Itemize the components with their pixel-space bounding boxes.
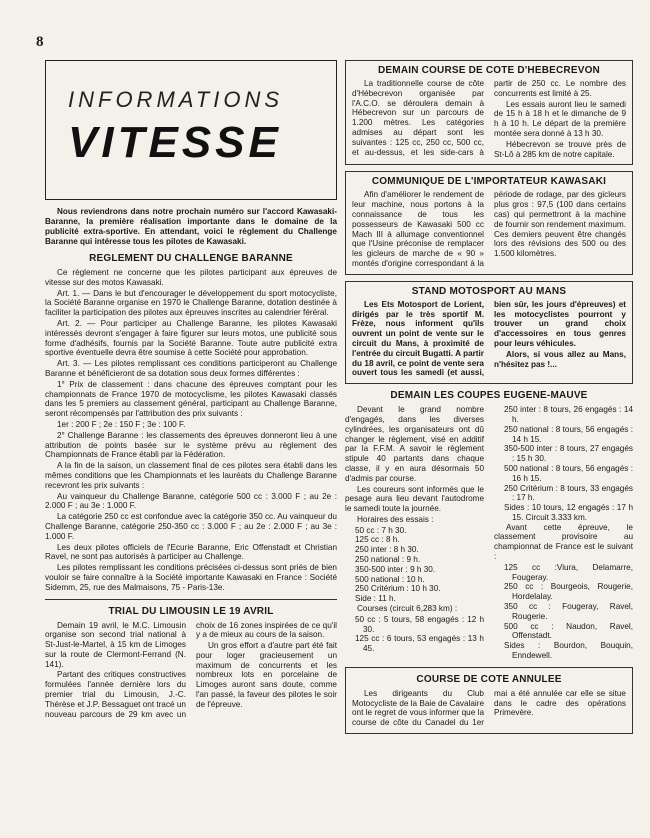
list-item: 250 Critérium : 8 tours, 33 engagés : 17 h. (504, 483, 633, 503)
list-item: 500 national : 10 h. (355, 574, 425, 584)
paragraph: Partant des critiques constructives formulées l'année dernière lors du premier trial du Limousin, J.-C. Thérèse et J.P. Bessaguet ont tracé un nouveau parcours de 29 km avec un choix de 16 zones inspirées de ce qu'il y a de mieux au cours de la saison. (45, 620, 337, 719)
eugene-title: DEMAIN LES COUPES EUGENE-MAUVE (390, 390, 588, 402)
list-item: 350 cc : Fougeray, Ravel, Rougerie. (504, 602, 633, 621)
list-item: 50 cc : 5 tours, 58 engagés : 12 h 30. (355, 614, 484, 634)
section-divider (45, 599, 337, 600)
list-item: Sides : Bourdon, Bouquin, Enndewell. (504, 641, 633, 661)
kawasaki-title: COMMUNIQUE DE L'IMPORTATEUR KAWASAKI (371, 176, 607, 188)
paragraph: Afin d'améliorer le rendement de leur machine, nous portons à la connaissance de tous les possesseurs de Kawasaki 500 cc Mach III à allumage conventionnel que l'Usine préconise de remplacer les gicleurs de marche de « 90 » montés d'origine correspondant à la période de rodage, par des gicleurs plus gros : 97,5 (100 dans certains cas) qui permettront à la machine de fournir son rendement maximum. Ces derniers peuvent être changés lors des révisions des 500 ou des 1.500 kilomètres. (352, 190, 626, 268)
left-column (45, 60, 337, 719)
paragraph: Les essais auront lieu le samedi de 15 h à 18 h et le dimanche de 9 h à 10 h. Le départ de la première montée sera donné à 13 h 30. (494, 99, 626, 138)
masthead-kicker: INFORMATIONS (68, 87, 284, 112)
paragraph: Art. 3. — Les pilotes remplissant ces conditions participeront au Challenge Baranne et bénéficieront de sa dotation sous deux formes différentes : (45, 359, 337, 378)
motosport-box (345, 281, 633, 384)
paragraph: Devant le grand nombre d'engagés, dans les diverses cylindrées, les organisateurs ont dû changer le règlement, visé en additif par la F.F.M. A savoir le règlement stipule 40 partants dans chaque classe, il y en aura désormais 50 d'admis par course. (345, 405, 484, 483)
limousin-title: TRIAL DU LIMOUSIN LE 19 AVRIL (108, 605, 274, 617)
paragraph: A la fin de la saison, un classement final de ces pilotes sera établi dans les mêmes conditions que les Championnats et les lauréats du Challenge Baranne recevront les prix suivants : (45, 461, 337, 490)
list-item: 250 cc : Bourgeois, Rougerie, Hordelalay. (504, 582, 633, 602)
paragraph: Un gros effort a d'autre part été fait pour loger gracieusement un maximum de concurrents et les nombreux lots en porcelaine de Limoges auront sans doute, comme l'an passé, la faveur des pilotes le soir de l'épreuve. (196, 641, 337, 709)
right-column (345, 60, 633, 734)
paragraph: Avant cette épreuve, le classement provisoire au championnat de France est le suivant : (494, 522, 633, 562)
list-item: Side : 11 h. (355, 594, 396, 604)
list-item: 500 cc : Naudon, Ravel, Offenstadt. (504, 621, 633, 641)
courses-title: Courses (circuit 6,283 km) : (357, 604, 458, 614)
masthead (45, 60, 337, 200)
limousin-body (45, 621, 337, 720)
paragraph: Alors, si vous allez au Mans, n'hésitez pas !... (494, 349, 626, 369)
masthead-title: VITESSE (68, 118, 282, 167)
list-item: 250 Critérium : 10 h 30. (355, 584, 441, 594)
paragraph: Les deux pilotes officiels de l'Ecurie Baranne, Eric Offenstadt et Christian Ravel, ne sont pas autorisés à participer au Challenge. (45, 542, 337, 562)
paragraph: La catégorie 250 cc est confondue avec la catégorie 350 cc. Au vainqueur du Challenge Baranne, catégorie 250-350 cc : 3.000 F ; au 2e : 2.000 F ; au 3e : 1.000 F. (45, 512, 337, 541)
list-item: 250 national : 9 h. (355, 555, 421, 565)
page-number: 8 (36, 34, 44, 50)
paragraph: 1° Prix de classement : dans chacune des épreuves comptant pour les championnats de France 1970 de motocyclisme, les pilotes Kawasaki classés dans les 5 premiers au classement général, participant au Challenge Baranne, seront récompensés par l'attribution des prix suivants : (45, 379, 337, 419)
list-item: 125 cc :Viura, Delamarre, Fougeray. (504, 562, 633, 582)
paragraph: 1er : 200 F ; 2e : 150 F ; 3e : 100 F. (57, 419, 186, 429)
list-item: 350-500 inter : 9 h 30. (355, 564, 436, 574)
kawasaki-body (352, 190, 626, 268)
eugene-body (345, 405, 633, 661)
hebecrevon-title: DEMAIN COURSE DE COTE D'HEBECREVON (378, 65, 600, 76)
annulee-body (352, 689, 626, 728)
list-item: 250 inter : 8 h 30. (355, 545, 419, 555)
motosport-body (352, 300, 626, 378)
paragraph: Les Ets Motosport de Lorient, dirigés par le très sportif M. Frèze, nous informent qu'ils ouvrent un point de vente sur le circuit du Mans, à proximité de l'entrée du circuit Bugatti. A partir du 18 avril, ce point de vente sera ouvert tous les samedi (et aussi, bien sûr, les jours d'épreuves) et les motocyclistes pourront y trouver un grand choix d'accessoires en tous genres pour leurs véhicules. (352, 299, 626, 378)
list-item: 250 inter : 8 tours, 26 engagés : 14 h. (504, 405, 633, 424)
intro-paragraph: Nous reviendrons dans notre prochain numéro sur l'accord Kawasaki-Baranne, la première réalisation importante dans le domaine de la publicité extra-sportive. En attendant, voici le règlement du Challenge Baranne qui intéresse tous les pilotes de Kawasaki. (45, 207, 337, 246)
list-item: 125 cc : 8 h. (355, 535, 400, 545)
list-item: 50 cc : 7 h 30. (355, 525, 407, 535)
essais-title: Horaires des essais : (357, 514, 434, 524)
paragraph: Les coureurs sont informés que le pesage aura lieu devant l'autodrome le samedi toute la journée. (345, 484, 484, 514)
kawasaki-box (345, 171, 633, 274)
list-item: Sides : 10 tours, 12 engagés : 17 h 15. Circuit 3.333 km. (504, 503, 633, 522)
paragraph: Au vainqueur du Challenge Baranne, catégorie 500 cc : 3.000 F ; au 2e : 2.000 F ; au 3e : 1.000 F. (45, 491, 337, 511)
paragraph: Ce règlement ne concerne que les pilotes participant aux épreuves de vitesse sur des motos Kawasaki. (45, 268, 337, 287)
hebecrevon-box (345, 60, 633, 165)
reglement-title: REGLEMENT DU CHALLENGE BARANNE (89, 253, 293, 264)
paragraph: 2° Challenge Baranne : les classements des épreuves donneront lieu à une attribution de points basée sur le système prévu au règlement des Championnats de France établi par la Fédération. (45, 430, 337, 460)
paragraph: La traditionnelle course de côte d'Hébecrevon organisée par l'A.C.O. se déroulera demain à Hébecrevon sur un parcours de 1.200 mètres. Les catégories admises au départ sont les suivantes : 125 cc, 250 cc, 500 cc, et au-dessus, et les side-cars à partir de 250 cc. Le nombre des concurrents est limité à 25. (352, 79, 626, 157)
paragraph: Hébecrevon se trouve près de St-Lô à 285 km de notre capitale. (494, 139, 626, 159)
annulee-box (345, 667, 633, 734)
paragraph: Demain 19 avril, le M.C. Limousin organise son second trial national à St-Just-le-Martel, à 15 km de Limoges sur la route de Clermont-Ferrand (N. 141). (45, 620, 186, 669)
list-item: 350-500 inter : 8 tours, 27 engagés : 15 h 30. (504, 444, 633, 464)
paragraph: Les pilotes remplissant les conditions précisées ci-dessus sont priés de bien vouloir se faire connaître à la Société importante Kawasaki en France : Société Sidemm, 25, rue des Malmaisons, 75 - Paris-13e. (45, 563, 337, 592)
hebecrevon-body (352, 79, 626, 159)
list-item: 125 cc : 6 tours, 53 engagés : 13 h 45. (355, 634, 484, 654)
paragraph: Art. 2. — Pour participer au Challenge Baranne, les pilotes Kawasaki intéressés devront s'engager à faire figurer sur leurs motos, une publicité sous forme d'adhésifs, fournis par la Société Baranne. Toute autre publicité extra sportive éventuelle devra être soumise à cette Société pour approbation. (45, 318, 337, 358)
paragraph: Art. 1. — Dans le but d'encourager le développement du sport motocycliste, la Société Baranne organise en 1970 le Challenge Baranne, dotation destinée à faciliter la participation des pilotes aux épreuves inscrites au calendrier féréral. (45, 288, 337, 318)
motosport-title: STAND MOTOSPORT AU MANS (411, 285, 567, 297)
paragraph: Les dirigeants du Club Motocycliste de la Baie de Cavalaire ont le regret de vous informer que la course de côte du Canadel du 1er mai a été annulée car elle se situe dans le cadre des opérations Primevère. (352, 688, 626, 728)
list-item: 250 national : 8 tours, 56 engagés : 14 h 15. (504, 424, 633, 444)
annulee-title: COURSE DE COTE ANNULEE (416, 673, 562, 685)
list-item: 500 national : 8 tours, 56 engagés : 16 h 15. (504, 463, 633, 483)
reglement-body (45, 268, 337, 593)
